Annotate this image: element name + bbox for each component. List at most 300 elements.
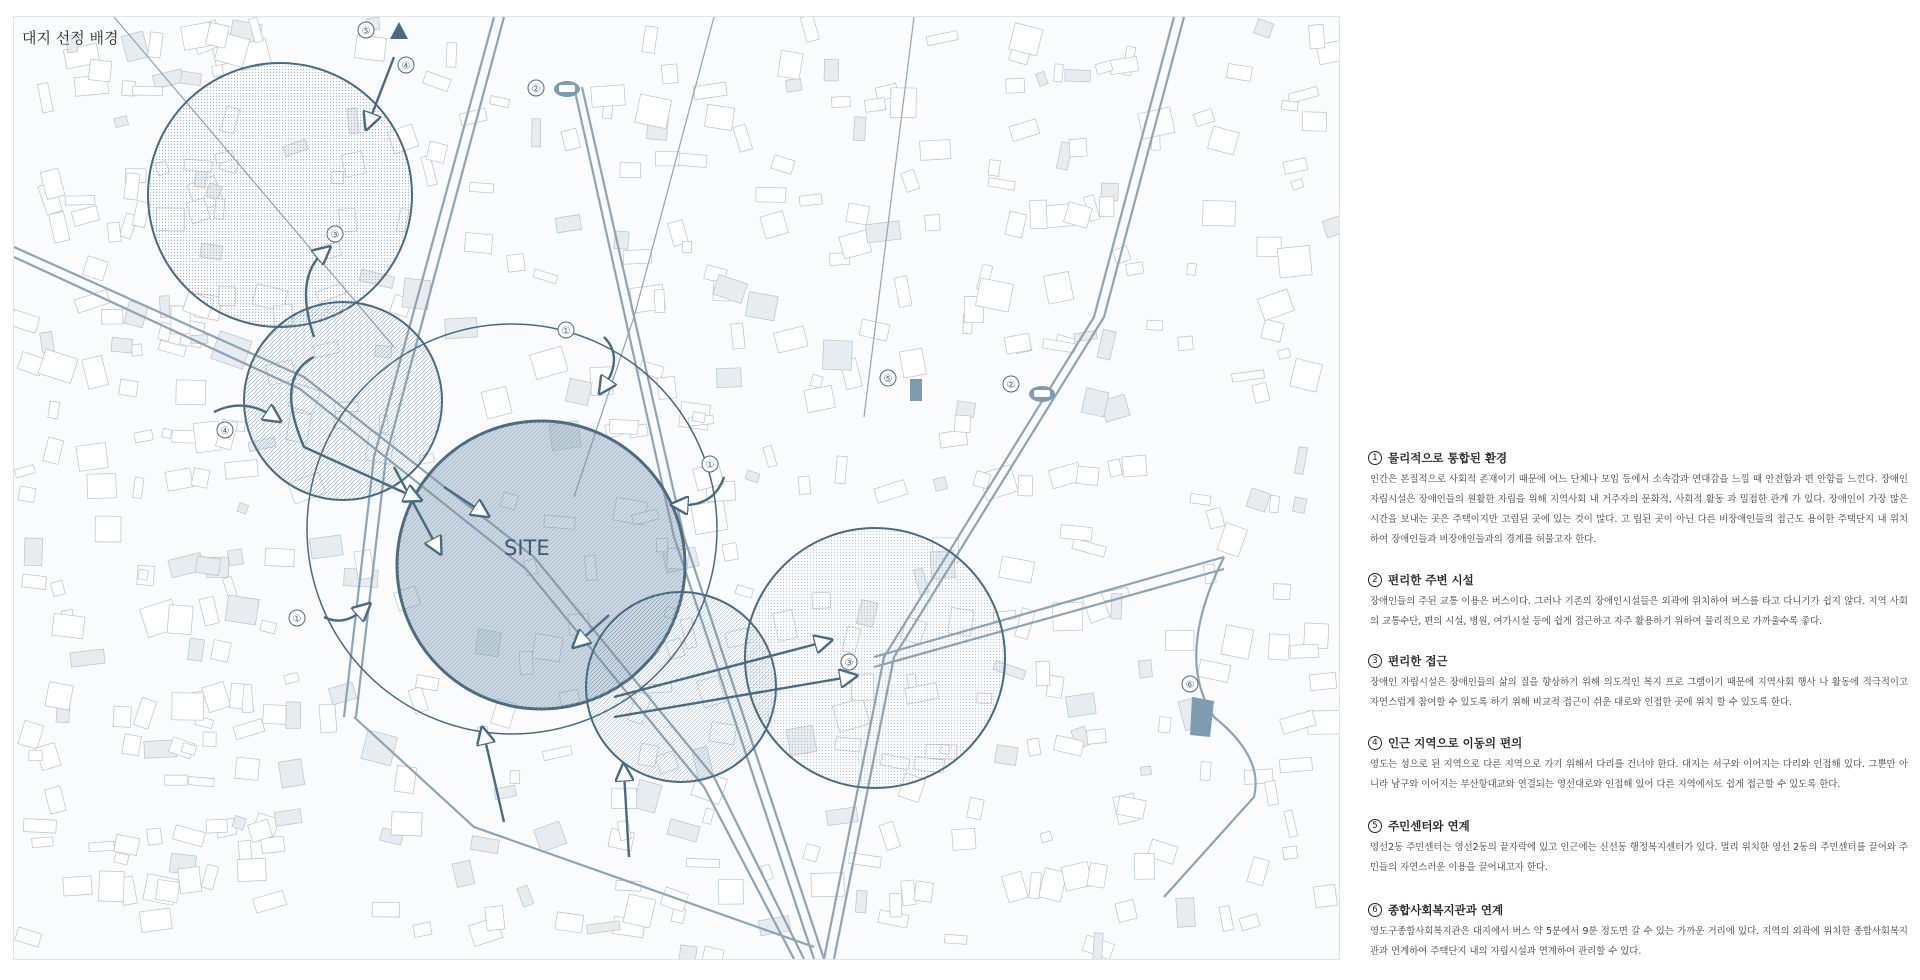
building xyxy=(1197,660,1230,683)
svg-text:②: ② xyxy=(531,84,541,95)
building xyxy=(831,96,850,107)
building xyxy=(139,908,172,932)
building xyxy=(155,879,179,902)
building xyxy=(1158,717,1171,733)
building xyxy=(1095,60,1113,74)
building xyxy=(1269,495,1280,512)
building xyxy=(639,361,665,379)
building xyxy=(1190,493,1211,505)
building xyxy=(37,83,53,113)
building xyxy=(682,241,692,252)
building xyxy=(225,459,259,479)
building xyxy=(756,187,786,202)
building xyxy=(1277,245,1312,278)
zone-circles xyxy=(148,63,1005,788)
building xyxy=(1138,660,1152,678)
welfare-center-marker xyxy=(1190,697,1214,737)
section-number: 1 xyxy=(1368,451,1382,465)
north-triangle-icon xyxy=(390,22,408,39)
building xyxy=(114,834,140,855)
building xyxy=(1066,693,1097,717)
building xyxy=(824,59,839,81)
building xyxy=(1254,19,1274,38)
building xyxy=(800,17,819,42)
building xyxy=(853,117,866,141)
building xyxy=(481,386,512,419)
building xyxy=(1036,71,1049,86)
section-6 xyxy=(1368,902,1908,962)
building xyxy=(975,278,1013,312)
building xyxy=(1208,126,1240,155)
building xyxy=(534,821,567,852)
building xyxy=(667,819,700,842)
building xyxy=(87,473,117,498)
marker-1-east xyxy=(702,456,718,472)
building xyxy=(426,141,448,163)
building xyxy=(722,543,738,562)
building xyxy=(133,477,144,498)
marker-4-left xyxy=(217,422,233,438)
section-heading: 물리적으로 통합된 환경 xyxy=(1388,451,1508,465)
building xyxy=(278,759,305,788)
building xyxy=(731,323,746,349)
building xyxy=(70,649,105,667)
building xyxy=(1006,78,1025,93)
section-number: 6 xyxy=(1368,903,1382,917)
building xyxy=(203,732,216,746)
section-3 xyxy=(1368,653,1908,713)
building xyxy=(99,871,125,902)
building xyxy=(1029,872,1042,899)
building xyxy=(361,730,398,766)
svg-text:③: ③ xyxy=(844,658,854,669)
section-heading: 편리한 접근 xyxy=(1388,654,1448,668)
building xyxy=(89,841,115,852)
building xyxy=(745,470,760,483)
building xyxy=(408,687,428,714)
building xyxy=(225,595,259,625)
building xyxy=(1087,863,1108,889)
building xyxy=(1018,476,1033,496)
building xyxy=(52,613,85,638)
building xyxy=(561,128,581,151)
building xyxy=(999,556,1035,583)
building xyxy=(778,50,803,79)
building xyxy=(533,269,558,284)
building xyxy=(148,32,164,58)
building xyxy=(233,719,265,740)
building xyxy=(178,867,202,894)
building xyxy=(44,786,66,814)
building xyxy=(1246,488,1271,512)
building xyxy=(1217,523,1247,557)
building xyxy=(22,574,47,589)
building xyxy=(76,442,109,471)
building xyxy=(18,486,36,503)
building xyxy=(785,78,802,92)
building xyxy=(532,119,541,147)
svg-text:①: ① xyxy=(705,460,715,471)
building xyxy=(1178,336,1194,351)
building xyxy=(988,160,1000,177)
section-heading: 인근 지역으로 이동의 편의 xyxy=(1388,736,1523,750)
building xyxy=(459,108,487,126)
building xyxy=(265,548,295,567)
marker-2-right xyxy=(1003,376,1019,392)
building xyxy=(1322,216,1339,238)
building xyxy=(188,638,205,661)
building xyxy=(1147,320,1163,330)
building xyxy=(1261,319,1284,342)
building xyxy=(188,777,214,787)
building xyxy=(286,702,301,729)
building xyxy=(113,706,131,727)
building xyxy=(719,879,744,904)
building xyxy=(745,292,778,321)
building xyxy=(530,346,568,380)
building xyxy=(654,290,665,313)
section-body: 영도는 섬으로 된 지역으로 다른 지역으로 가기 위해서 다리를 건너야 한다. 대지는 서구와 이어지는 다리와 인접해 있다. 그뿐만 아니라 남구와 이어지는 부산항대교와 연결되는 영선대로와 인접해 있어 다른 지역에서도 쉽게 접근할 수 있도록 한다. xyxy=(1370,759,1908,790)
building xyxy=(452,860,475,887)
svg-text:②: ② xyxy=(1006,380,1016,391)
building xyxy=(274,809,302,826)
building xyxy=(1290,359,1323,393)
building xyxy=(692,411,706,422)
building xyxy=(517,885,534,907)
building xyxy=(133,697,157,729)
building xyxy=(14,310,40,333)
building xyxy=(925,215,940,231)
site-map-panel xyxy=(13,16,1340,960)
building xyxy=(1278,348,1291,359)
building xyxy=(206,819,227,833)
building xyxy=(1140,766,1151,776)
building xyxy=(193,421,221,453)
building xyxy=(114,852,129,865)
building xyxy=(165,468,193,491)
building xyxy=(933,477,947,492)
building xyxy=(944,934,967,944)
building xyxy=(38,349,78,383)
building xyxy=(48,401,60,419)
building xyxy=(890,893,902,917)
building xyxy=(1122,455,1147,477)
building xyxy=(1108,459,1123,477)
building xyxy=(926,31,958,46)
building xyxy=(591,85,626,108)
building xyxy=(1284,810,1298,838)
building xyxy=(413,922,432,937)
section-number: 3 xyxy=(1368,654,1382,668)
building xyxy=(45,682,73,710)
building xyxy=(1219,906,1234,932)
building xyxy=(223,576,238,598)
building xyxy=(822,340,852,370)
building xyxy=(1292,497,1306,514)
building xyxy=(920,140,951,161)
building xyxy=(1115,900,1138,923)
building xyxy=(210,640,231,663)
building xyxy=(835,456,847,484)
building xyxy=(735,585,754,598)
building xyxy=(237,858,266,881)
building xyxy=(206,22,230,48)
building xyxy=(555,215,581,233)
building xyxy=(470,836,499,854)
building xyxy=(1288,86,1319,103)
building xyxy=(391,812,422,837)
building xyxy=(227,549,243,566)
building xyxy=(107,222,121,242)
building xyxy=(319,704,337,733)
marker-3-right xyxy=(841,654,857,670)
map-title: 대지 선정 배경 xyxy=(22,29,119,47)
building xyxy=(478,726,489,740)
building xyxy=(15,927,42,947)
building xyxy=(642,26,658,54)
svg-text:③: ③ xyxy=(330,230,340,241)
building xyxy=(82,256,108,281)
building xyxy=(1206,507,1225,529)
building xyxy=(167,605,193,635)
building xyxy=(623,249,652,264)
building xyxy=(1247,857,1270,886)
section-number: 4 xyxy=(1368,736,1382,750)
building xyxy=(152,69,184,89)
building xyxy=(1087,729,1107,744)
building xyxy=(309,535,343,559)
building xyxy=(635,94,672,129)
building xyxy=(702,808,714,825)
building xyxy=(122,734,142,756)
building xyxy=(134,430,153,443)
building xyxy=(1290,644,1319,658)
building xyxy=(138,569,149,580)
building xyxy=(1072,538,1107,557)
building xyxy=(678,945,698,959)
building xyxy=(798,476,811,495)
building xyxy=(176,380,206,405)
building xyxy=(1060,525,1092,541)
building xyxy=(995,745,1019,766)
building xyxy=(102,309,123,324)
building xyxy=(119,379,138,396)
building xyxy=(202,681,231,712)
building xyxy=(810,374,823,388)
section-number: 2 xyxy=(1368,573,1382,587)
building xyxy=(1239,914,1260,931)
building xyxy=(1281,100,1298,111)
building xyxy=(693,82,727,100)
building xyxy=(620,163,641,178)
building xyxy=(199,596,219,626)
building xyxy=(691,500,728,534)
svg-text:①: ① xyxy=(561,326,571,337)
site-label: SITE xyxy=(504,536,550,560)
building xyxy=(1200,762,1211,781)
building xyxy=(328,682,356,705)
building xyxy=(1043,271,1073,304)
building xyxy=(1097,329,1116,360)
building xyxy=(507,254,526,273)
section-1 xyxy=(1368,450,1908,550)
building xyxy=(1226,64,1252,82)
building xyxy=(49,211,70,243)
building xyxy=(446,43,456,68)
building xyxy=(229,683,244,708)
building xyxy=(18,720,44,749)
building xyxy=(1109,57,1139,75)
building xyxy=(63,876,92,896)
building xyxy=(212,65,224,77)
svg-text:⑤: ⑤ xyxy=(883,374,893,385)
section-number: 5 xyxy=(1368,819,1382,833)
building xyxy=(661,64,678,84)
building xyxy=(1279,757,1312,772)
building xyxy=(29,750,42,761)
building xyxy=(1268,634,1290,660)
building xyxy=(1187,263,1197,275)
building xyxy=(1065,70,1091,83)
building xyxy=(510,771,520,784)
building xyxy=(469,182,493,193)
text-panel xyxy=(1368,450,1908,970)
building xyxy=(874,480,908,503)
marker-1-north xyxy=(558,322,574,338)
building xyxy=(1076,466,1099,485)
building xyxy=(423,71,452,91)
building xyxy=(686,859,719,868)
building xyxy=(901,169,920,192)
building xyxy=(760,211,789,239)
building xyxy=(542,746,572,761)
building xyxy=(1309,672,1336,690)
marker-5-center xyxy=(880,370,896,386)
marker-4-top xyxy=(398,57,414,73)
building xyxy=(555,912,584,933)
building xyxy=(1069,138,1087,157)
section-heading: 편리한 주변 시설 xyxy=(1388,573,1474,587)
building xyxy=(372,902,399,917)
building xyxy=(1009,119,1040,142)
svg-text:⑤: ⑤ xyxy=(361,26,371,37)
building xyxy=(1193,109,1215,127)
building xyxy=(131,344,142,356)
building xyxy=(952,828,976,850)
svg-text:①: ① xyxy=(292,614,302,625)
building xyxy=(1126,262,1144,276)
building xyxy=(1040,831,1052,843)
building xyxy=(180,71,201,86)
building xyxy=(195,556,221,576)
building xyxy=(14,465,35,478)
marker-3-left xyxy=(327,226,343,242)
building xyxy=(700,946,724,959)
building xyxy=(1282,846,1298,860)
building xyxy=(1203,201,1236,227)
building xyxy=(124,173,140,200)
building xyxy=(43,437,64,464)
marker-6 xyxy=(1182,676,1198,692)
building xyxy=(954,415,971,433)
building xyxy=(771,155,795,174)
marker-2-top xyxy=(528,80,544,96)
bus-icon xyxy=(554,81,580,97)
section-heading: 종합사회복지관과 연계 xyxy=(1388,903,1504,917)
building xyxy=(1309,24,1325,49)
building xyxy=(1061,862,1092,892)
building xyxy=(1258,289,1295,321)
building xyxy=(894,276,912,307)
building xyxy=(1232,370,1265,382)
building xyxy=(111,337,133,353)
building xyxy=(1166,630,1194,650)
community-center-marker xyxy=(910,379,922,401)
building xyxy=(679,153,707,167)
building xyxy=(1036,661,1050,685)
svg-text:④: ④ xyxy=(401,61,411,72)
building xyxy=(988,178,1016,191)
building xyxy=(799,194,822,206)
building xyxy=(1002,871,1029,903)
marker-5-top xyxy=(358,22,374,38)
building xyxy=(733,124,753,152)
building xyxy=(1099,197,1114,217)
building xyxy=(1005,211,1027,238)
building xyxy=(660,887,688,912)
building xyxy=(147,828,163,845)
building xyxy=(1221,625,1254,660)
section-body: 장애인들의 주된 교통 이용은 버스이다. 그러나 기존의 장애인시설들은 외곽에 위치하여 버스를 타고 다니기가 쉽지 않다. 지역 사회의 교통수단, 편의 시설, 병원, 여가시설 등에 쉽게 접근하고 자주 활용하기 위하여 물리적으로 가까울수록 좋다. xyxy=(1370,596,1908,627)
building xyxy=(623,894,656,928)
building xyxy=(165,775,187,785)
building xyxy=(162,428,172,438)
building xyxy=(1054,64,1064,82)
building xyxy=(82,355,109,389)
building xyxy=(485,906,505,931)
building xyxy=(235,757,260,780)
section-5 xyxy=(1368,818,1908,878)
building xyxy=(803,844,820,862)
building xyxy=(121,31,149,62)
building xyxy=(1093,933,1104,959)
building xyxy=(1302,112,1326,131)
marker-1-west xyxy=(289,610,305,626)
building xyxy=(716,368,741,388)
building xyxy=(899,348,926,378)
building xyxy=(284,672,299,684)
building xyxy=(1283,158,1308,175)
building xyxy=(1265,780,1279,805)
building xyxy=(114,116,129,128)
building xyxy=(864,98,885,113)
building xyxy=(1273,584,1290,600)
building xyxy=(201,864,218,890)
section-body: 장애인 자립시설은 장애인들의 삶의 질을 향상하기 위해 의도적인 복지 프로 그램이기 때문에 지역사회 행사 나 활동에 적극적이고 자연스럽게 참여할 수 있도록 하기 위해 비교적 접근이 쉬운 대로와 인접한 곳에 위치 할 수 있도록 한다. xyxy=(1370,677,1908,708)
building xyxy=(132,201,150,228)
building xyxy=(1291,179,1304,190)
building xyxy=(565,378,592,405)
building xyxy=(88,59,112,82)
building xyxy=(967,797,985,819)
building xyxy=(253,890,287,913)
building xyxy=(1313,884,1337,908)
building xyxy=(761,864,774,881)
section-heading: 주민센터와 연계 xyxy=(1388,819,1470,833)
bus-icon xyxy=(1029,386,1055,402)
building xyxy=(901,880,916,906)
building xyxy=(95,516,121,542)
